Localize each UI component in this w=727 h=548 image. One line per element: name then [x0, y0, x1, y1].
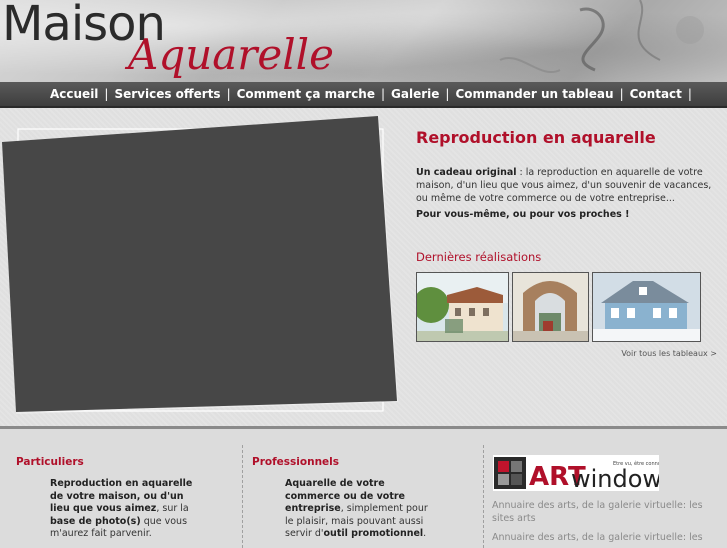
annuaire-link-2[interactable]: Annuaire des arts, de la galerie virtuelle: les — [492, 532, 703, 543]
professionnels-heading: Professionnels — [252, 456, 340, 468]
thumbnail-house-1[interactable] — [416, 272, 509, 342]
intro-text — [416, 166, 716, 205]
thumbnail-snow-house[interactable] — [592, 272, 701, 342]
footer-divider — [242, 445, 243, 548]
particuliers-plain-1: , sur la — [156, 503, 189, 514]
professionnels-bold-2: outil promotionnel — [323, 528, 424, 539]
nav-commander[interactable]: Commander un tableau — [455, 87, 614, 101]
particuliers-plain-2: que vous m'aurez fait parvenir. — [50, 515, 188, 539]
artwindow-window-text: window — [571, 465, 659, 491]
annuaire-link-1[interactable]: Annuaire des arts, de la galerie virtuelle: les sites arts — [492, 500, 703, 524]
artwindow-tagline: Etre vu, être conn — [613, 461, 658, 467]
nav-separator: | — [380, 87, 386, 101]
footer-divider — [483, 445, 484, 548]
nav-separator: | — [226, 87, 231, 101]
particuliers-text — [50, 478, 200, 541]
see-all-link[interactable]: Voir tous les tableaux > — [621, 349, 717, 358]
particuliers-heading: Particuliers — [16, 456, 84, 468]
house-painting-icon — [417, 273, 508, 341]
main-nav — [0, 82, 727, 108]
featured-photo-placeholder — [2, 116, 397, 412]
recent-works-title: Dernières réalisations — [416, 250, 542, 264]
professionnels-plain-1: , simplement pour le plaisir, mais pouvant aussi servir d' — [285, 503, 428, 539]
tagline: Pour vous-même, ou pour vos proches ! — [416, 209, 630, 220]
logo-aquarelle[interactable]: Aquarelle — [128, 30, 334, 79]
nav-contact[interactable]: Contact — [629, 87, 682, 101]
nav-separator: | — [104, 87, 109, 101]
snow-house-painting-icon — [593, 273, 700, 341]
arch-painting-icon — [513, 273, 588, 341]
particuliers-bold-1: Reproduction en aquarelle de votre maison, ou d'un lieu que vous aimez — [50, 478, 193, 514]
main-content — [0, 108, 727, 426]
nav-separator: | — [619, 87, 624, 101]
page-title: Reproduction en aquarelle — [416, 128, 656, 147]
particuliers-bold-2: base de photo(s) — [50, 515, 141, 527]
professionnels-plain-2: . — [423, 528, 427, 539]
site-header — [0, 0, 727, 84]
nav-services[interactable]: Services offerts — [114, 87, 221, 101]
nav-galerie[interactable]: Galerie — [391, 87, 440, 101]
nav-accueil[interactable]: Accueil — [50, 87, 99, 101]
site-footer — [0, 426, 727, 548]
intro-rest: : la reproduction en aquarelle de votre maison, d'un lieu que vous aimez, d'un souvenir de vacances, ou même de votre commerce ou de votre entreprise... — [416, 167, 712, 204]
thumbnail-arch[interactable] — [512, 272, 589, 342]
artwindow-logo[interactable] — [493, 455, 659, 491]
nav-separator: | — [445, 87, 450, 101]
nav-separator: | — [687, 87, 692, 101]
logo-maison[interactable]: Maison — [2, 0, 165, 52]
nav-comment[interactable]: Comment ça marche — [236, 87, 375, 101]
professionnels-text — [285, 478, 435, 541]
artwindow-art-text: ART — [529, 462, 586, 491]
featured-photo-frame — [2, 116, 402, 416]
header-texture — [420, 0, 727, 84]
professionnels-bold-1: Aquarelle de votre commerce ou de votre entreprise — [285, 478, 406, 514]
intro-bold: Un cadeau original — [416, 167, 517, 178]
